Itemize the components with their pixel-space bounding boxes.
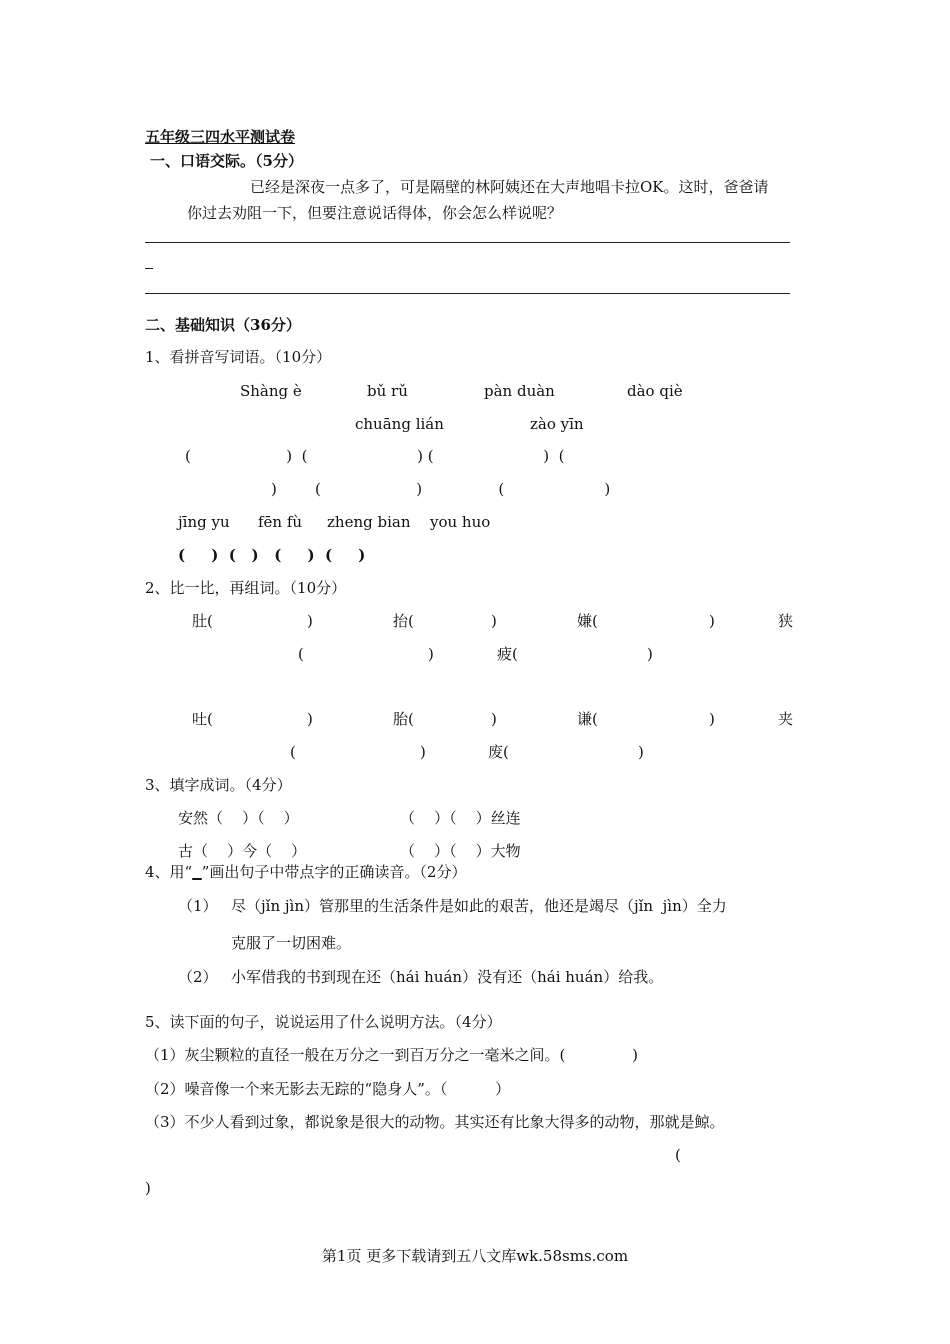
answer-line-1 [145, 242, 790, 243]
q5-item-1: （1）灰尘颗粒的直径一般在万分之一到百万分之一毫米之间。( ) [145, 1046, 639, 1064]
q5-item3-open: ( [675, 1146, 681, 1164]
q1-pinyin-8: fēn fù [258, 513, 303, 531]
q1-pinyin-1: Shàng è [240, 382, 302, 400]
q5-item3-close: ) [145, 1179, 151, 1197]
q1-pinyin-6: zào yīn [530, 415, 584, 433]
q4-item1-line1: 尽（jǐn jìn）管那里的生活条件是如此的艰苦，他还是竭尽（jǐn jìn）全力 [231, 897, 727, 915]
q1-pinyin-4: dào qiè [627, 382, 683, 400]
q3-heading: 3、填字成词。（4分） [145, 776, 292, 794]
q2-char-jia: 夹 [778, 710, 794, 728]
q2-char-xia: 狭 [778, 612, 794, 630]
q2-close: ) [307, 612, 313, 630]
q2-open: ( [290, 743, 296, 761]
q4-item2-text: 小军借我的书到现在还（hái huán）没有还（hái huán）给我。 [231, 968, 664, 986]
q3-item-3: 古（ ）今（ ） [178, 842, 307, 860]
q5-item-2: （2）噪音像一个来无影去无踪的“隐身人”。（ ） [145, 1080, 511, 1098]
q2-close: ) [307, 710, 313, 728]
q4-item2-number: （2） [178, 968, 218, 986]
q3-item-1: 安然（ ）（ ） [178, 809, 299, 827]
q4-item1-number: （1） [178, 897, 218, 915]
section1-prompt-line2: 你过去劝阻一下，但要注意说话得体，你会怎么样说呢？ [187, 204, 563, 222]
q4-item1-line2: 克服了一切困难。 [231, 934, 352, 952]
q1-pinyin-9: zheng bian [327, 513, 411, 531]
q1-pinyin-5: chuāng lián [355, 415, 444, 433]
q1-heading: 1、看拼音写词语。（10分） [145, 348, 332, 366]
q1-pinyin-3: pàn duàn [484, 382, 555, 400]
q2-heading: 2、比一比，再组词。（10分） [145, 579, 347, 597]
q2-close: ) [491, 612, 497, 630]
answer-line-2 [145, 293, 790, 294]
q2-char-du: 肚( [192, 612, 213, 630]
q2-close: ) [428, 645, 434, 663]
q2-close: ) [638, 743, 644, 761]
underline-mark [192, 862, 202, 882]
q3-item-4: （ ）（ ）大物 [400, 842, 521, 860]
q2-close: ) [491, 710, 497, 728]
q2-char-fei: 废( [488, 743, 509, 761]
q2-char-pi: 疲( [497, 645, 518, 663]
q3-item-2: （ ）（ ）丝连 [400, 809, 521, 827]
q1-answer-brackets-3: ( ) ( ) ( ) ( ) [178, 546, 366, 564]
q2-close: ) [709, 612, 715, 630]
q2-close: ) [709, 710, 715, 728]
q1-pinyin-2: bǔ rǔ [367, 382, 408, 400]
q1-pinyin-10: you huo [430, 513, 491, 531]
q2-char-tai: 抬( [393, 612, 414, 630]
q2-char-xian: 嫌( [577, 612, 598, 630]
q2-char-tai2: 胎( [393, 710, 414, 728]
section1-heading: 一、口语交际。（5分） [150, 152, 303, 170]
q2-char-qian: 谦( [577, 710, 598, 728]
q5-heading: 5、读下面的句子，说说运用了什么说明方法。（4分） [145, 1013, 502, 1031]
q2-open: ( [298, 645, 304, 663]
q4-heading-post: ”画出句子中带点字的正确读音。（2分） [201, 863, 467, 881]
q4-heading-pre: 4、用“ [145, 863, 193, 881]
q2-close: ) [420, 743, 426, 761]
q2-char-tu: 吐( [192, 710, 213, 728]
q1-answer-brackets-1: ( ) ( ) ( ) ( [185, 447, 565, 465]
q2-close: ) [647, 645, 653, 663]
page-title: 五年级三四水平测试卷 [145, 128, 296, 146]
q1-answer-brackets-2: ) ( ) ( ) [271, 480, 611, 498]
answer-line-dash [145, 268, 153, 269]
page-footer: 第1页 更多下载请到五八文库wk.58sms.com [321, 1247, 629, 1265]
q5-item-3: （3）不少人看到过象，都说象是很大的动物。其实还有比象大得多的动物，那就是鲸。 [145, 1113, 725, 1131]
q4-heading [145, 862, 466, 882]
section1-prompt-line1: 已经是深夜一点多了，可是隔壁的林阿姨还在大声地唱卡拉OK。这时，爸爸请 [250, 178, 769, 196]
section2-heading: 二、基础知识（36分） [145, 316, 301, 334]
q1-pinyin-7: jīng yu [178, 513, 230, 531]
